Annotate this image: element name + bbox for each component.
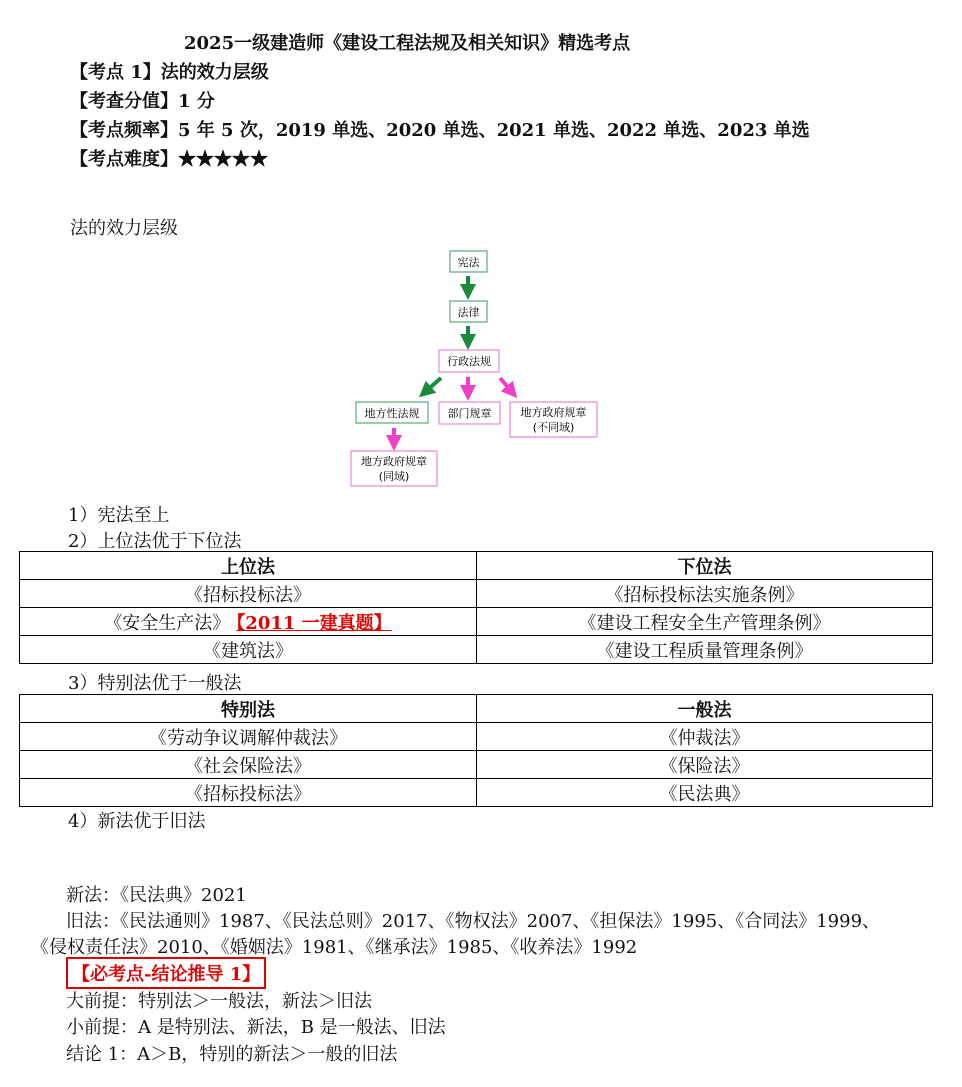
table-cell: 《仲裁法》 bbox=[477, 723, 933, 751]
table-cell: 《招标投标法》 bbox=[20, 580, 477, 608]
table-row bbox=[20, 723, 933, 751]
table-header-row bbox=[20, 552, 933, 580]
deduction-major-premise: 大前提：特别法＞一般法，新法＞旧法 bbox=[66, 991, 372, 1012]
section-heading: 法的效力层级 bbox=[70, 218, 178, 239]
table-cell: 《保险法》 bbox=[477, 751, 933, 779]
meta-score-value: 1 分 bbox=[178, 91, 215, 112]
node-dept-rules-label: 部门规章 bbox=[447, 407, 492, 420]
table-superior-inferior bbox=[19, 551, 933, 664]
exam-tag: 【2011 一建真题】 bbox=[236, 612, 392, 634]
node-local-gov-rules-diff-line2: (不同域) bbox=[532, 421, 575, 434]
table-header: 下位法 bbox=[477, 552, 933, 580]
document-title: 2025一级建造师《建设工程法规及相关知识》精选考点 bbox=[184, 33, 631, 54]
arrow-admin-to-local-gov-diff bbox=[500, 378, 512, 392]
table-header: 特别法 bbox=[20, 695, 477, 723]
node-local-regulation-label: 地方性法规 bbox=[364, 407, 420, 420]
point-2: 2）上位法优于下位法 bbox=[68, 531, 242, 552]
table-row bbox=[20, 580, 933, 608]
table-cell: 《招标投标法》 bbox=[20, 779, 477, 807]
table-cell: 《招标投标法实施条例》 bbox=[477, 580, 933, 608]
table-cell: 《建筑法》 bbox=[20, 636, 477, 664]
meta-difficulty-label: 【考点难度】 bbox=[70, 149, 178, 170]
meta-frequency-value: 5 年 5 次，2019 单选、2020 单选、2021 单选、2022 单选、2023 单选 bbox=[178, 120, 810, 141]
node-local-gov-rules-same-line2: (同域) bbox=[378, 470, 410, 483]
point-1: 1）宪法至上 bbox=[68, 505, 170, 526]
node-local-gov-rules-diff bbox=[510, 402, 597, 437]
table-row bbox=[20, 779, 933, 807]
node-local-gov-rules-same bbox=[351, 451, 437, 486]
node-constitution-label: 宪法 bbox=[457, 256, 480, 269]
node-constitution bbox=[450, 251, 487, 272]
table-cell: 《民法典》 bbox=[477, 779, 933, 807]
table-header: 一般法 bbox=[477, 695, 933, 723]
node-local-gov-rules-same-line1: 地方政府规章 bbox=[361, 455, 427, 468]
meta-topic-value: 法的效力层级 bbox=[160, 62, 269, 83]
table-cell-text: 《安全生产法》 bbox=[104, 612, 231, 634]
table-special-general bbox=[19, 694, 933, 807]
table-cell: 《社会保险法》 bbox=[20, 751, 477, 779]
point-3: 3）特别法优于一般法 bbox=[68, 673, 242, 694]
table-cell bbox=[20, 608, 477, 636]
node-admin-regulation-label: 行政法规 bbox=[447, 355, 491, 368]
table-row bbox=[20, 751, 933, 779]
node-local-regulation bbox=[356, 402, 428, 423]
table-cell: 《建设工程质量管理条例》 bbox=[477, 636, 933, 664]
table-row bbox=[20, 608, 933, 636]
table-cell: 《建设工程安全生产管理条例》 bbox=[477, 608, 933, 636]
meta-topic-label: 【考点 1】 bbox=[70, 62, 161, 83]
table-cell: 《劳动争议调解仲裁法》 bbox=[20, 723, 477, 751]
old-law-line-2: 《侵权责任法》2010、《婚姻法》1981、《继承法》1985、《收养法》1992 bbox=[31, 937, 638, 958]
deduction-minor-premise: 小前提：A 是特别法、新法，B 是一般法、旧法 bbox=[66, 1017, 446, 1038]
meta-difficulty-stars: ★★★★★ bbox=[178, 149, 268, 170]
new-law-line: 新法：《民法典》2021 bbox=[66, 885, 247, 906]
node-admin-regulation bbox=[439, 350, 499, 372]
old-law-line-1: 旧法：《民法通则》1987、《民法总则》2017、《物权法》2007、《担保法》1995、《合同法》1999、 bbox=[66, 911, 881, 932]
table-header: 上位法 bbox=[20, 552, 477, 580]
node-dept-rules bbox=[439, 402, 500, 424]
hierarchy-diagram bbox=[0, 0, 962, 500]
node-law bbox=[450, 301, 487, 322]
deduction-tag: 【必考点-结论推导 1】 bbox=[66, 957, 266, 989]
point-4: 4）新法优于旧法 bbox=[68, 811, 206, 832]
table-row bbox=[20, 636, 933, 664]
node-local-gov-rules-diff-line1: 地方政府规章 bbox=[520, 406, 587, 419]
meta-frequency-label: 【考点频率】 bbox=[70, 120, 178, 141]
arrow-admin-to-local-regulation bbox=[425, 378, 441, 392]
table-header-row bbox=[20, 695, 933, 723]
meta-score-label: 【考查分值】 bbox=[70, 91, 178, 112]
node-law-label: 法律 bbox=[457, 306, 480, 319]
deduction-conclusion: 结论 1：A＞B，特别的新法＞一般的旧法 bbox=[66, 1044, 398, 1065]
